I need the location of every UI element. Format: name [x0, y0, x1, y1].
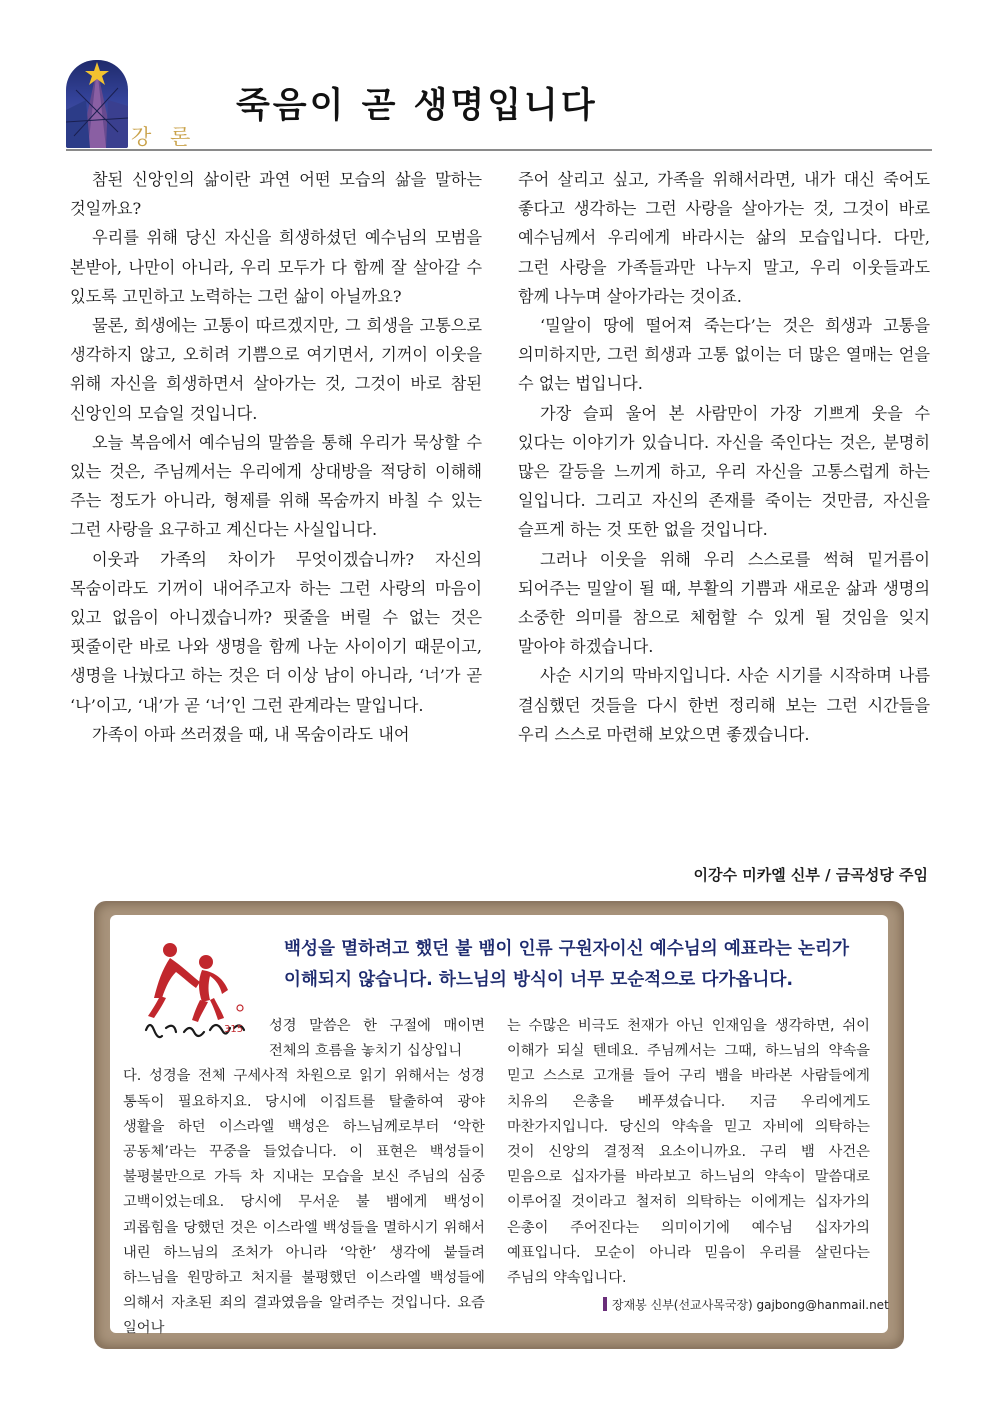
sermon-paragraph: 우리를 위해 당신 자신을 희생하셨던 예수님의 모범을 본받아, 나만이 아니라, 우리 모두가 다 함께 잘 살아갈 수 있도록 고민하고 노력하는 그런 삶이 아닐까요?	[70, 228, 482, 306]
sermon-author: 이강수 미카엘 신부 / 금곡성당 주임	[693, 866, 928, 884]
sermon-paragraph: 이웃과 가족의 차이가 무엇이겠습니까? 자신의 목숨이라도 기꺼이 내어주고자 하는 그런 사랑의 마음이 있고 없음이 아니겠습니까? 핏줄을 버릴 수 없는 것은 핏줄이란 바로 나와 생명을 함께 나눈 사이이기 때문이고, 생명을 나눴다고 하는 것은 더 이상 남이 아니라, ‘너’가 곧 ‘나’이고, ‘내’가 곧 ‘너’인 그런 관계라는 말입니다.	[70, 549, 482, 715]
logo-number: 315	[224, 1024, 244, 1035]
sermon-paragraph: ‘밀알이 땅에 떨어져 죽는다’는 것은 희생과 고통을 의미하지만, 그런 희생과 고통 없이는 더 많은 열매는 얻을 수 없는 법입니다.	[518, 316, 930, 394]
section-label: 강 론	[131, 125, 197, 149]
sermon-paragraph-continued: 주어 살리고 싶고, 가족을 위해서라면, 내가 대신 죽어도 좋다고 생각하는 그런 사랑을 살아가는 것, 그것이 바로 예수님께서 우리에게 바라시는 삶의 모습입니다. 다만, 그런 사랑을 가족들과만 나누지 말고, 우리 이웃들과도 함께 나누며 살아가라는 것이죠.	[518, 170, 930, 306]
sermon-paragraph: 물론, 희생에는 고통이 따르겠지만, 그 희생을 고통으로 생각하지 않고, 오히려 기쁨으로 여기면서, 기꺼이 이웃을 위해 자신을 희생하면서 살아가는 것, 그것이 바로 참된 신앙인의 모습일 것입니다.	[70, 316, 482, 423]
page-title: 죽음이 곧 생명입니다	[236, 86, 598, 126]
header-divider	[66, 149, 932, 151]
sermon-paragraph: 가장 슬피 울어 본 사람만이 가장 기쁘게 웃을 수 있다는 이야기가 있습니다. 자신을 죽인다는 것은, 분명히 많은 갈등을 느끼게 하고, 우리 자신을 고통스럽게 하는 일입니다. 그리고 자신의 존재를 죽이는 것만큼, 자신을 슬프게 하는 것 또한 없을 것입니다.	[518, 403, 930, 540]
qa-answer-intro: 성경 말씀은 한 구절에 매이면 전체의 흐름을 놓치기 십상입니	[269, 1018, 485, 1060]
signature-text: 장재봉 신부(선교사목국장) gajbong@hanmail.net	[612, 1298, 889, 1312]
qa-answer-right-column	[507, 1014, 870, 1291]
sermon-paragraph: 그러나 이웃을 위해 우리 스스로를 썩혀 밑거름이 되어주는 밀알이 될 때, 부활의 기쁨과 새로운 삶과 생명의 소중한 의미를 참으로 체험할 수 있게 될 것임을 잊지 말아야 하겠습니다.	[518, 549, 930, 657]
sermon-paragraph: 오늘 복음에서 예수님의 말씀을 통해 우리가 묵상할 수 있는 것은, 주님께서는 우리에게 상대방을 적당히 이해해 주는 정도가 아니라, 형제를 위해 목숨까지 바칠 수 있는 그런 사랑을 요구하고 계신다는 사실입니다.	[70, 432, 482, 540]
qa-question: 백성을 멸하려고 했던 불 뱀이 인류 구원자이신 예수님의 예표라는 논리가 이해되지 않습니다. 하느님의 방식이 너무 모순적으로 다가옵니다.	[284, 939, 849, 990]
qa-answer-text: 다. 성경을 전체 구세사적 차원으로 읽기 위해서는 성경 통독이 필요하지요. 당시에 이집트를 탈출하여 광야 생활을 하던 이스라엘 백성은 하느님께로부터 ‘악한 공동체’라는 꾸중을 들었습니다. 이 표현은 백성들이 불평불만으로 가득 차 지내는 모습을 보신 주님의 심중 고백이었는데요. 당시에 무서운 불 뱀에게 백성이 괴롭힘을 당했던 것은 이스라엘 백성들을 멸하시기 위해서 내린 하느님의 조처가 아니라 ‘악한’ 생각에 붙들려 하느님을 원망하고 처지를 불평했던 이스라엘 백성들에 의해서 자초된 죄의 결과였음을 알려주는 것입니다. 요즘 일어나	[123, 1068, 485, 1337]
signature-bar	[603, 1297, 607, 1311]
qa-answer-text: 는 수많은 비극도 천재가 아닌 인재임을 생각하면, 쉬이 이해가 되실 텐데요. 주님께서는 그때, 하느님의 약속을 믿고 스스로 고개를 들어 구리 뱀을 바라본 사람들에게 치유의 은총을 베푸셨습니다. 지금 우리에게도 마찬가지입니다. 당신의 약속을 믿고 자비에 의탁하는 것이 신앙의 결정적 요소이니까요. 구리 뱀 사건은 믿음으로 십자가를 바라보고 하느님의 약속이 말씀대로 이루어질 것이라고 철저히 의탁하는 이에게는 십자가의 은총이 주어진다는 의미이기에 예수님 십자가의 예표입니다. 모순이 아니라 믿음이 우리를 살린다는 주님의 약속입니다.	[507, 1018, 870, 1287]
sermon-paragraph: 사순 시기의 막바지입니다. 사순 시기를 시작하며 나름 결심했던 것들을 다시 한번 정리해 보는 그런 시간들을 우리 스스로 마련해 보았으면 좋겠습니다.	[518, 666, 930, 744]
sermon-left-column	[70, 165, 482, 749]
stained-glass-icon	[66, 60, 128, 148]
sermon-right-column	[518, 165, 930, 749]
sermon-paragraph: 참된 신앙인의 삶이란 과연 어떤 모습의 삶을 말하는 것일까요?	[70, 170, 482, 219]
sermon-paragraph: 가족이 아파 쓰러졌을 때, 내 목숨이라도 내어	[92, 724, 410, 744]
qa-signature	[603, 1296, 889, 1313]
qa-answer-left-column	[123, 1014, 485, 1342]
stained-glass-logo	[66, 60, 128, 148]
